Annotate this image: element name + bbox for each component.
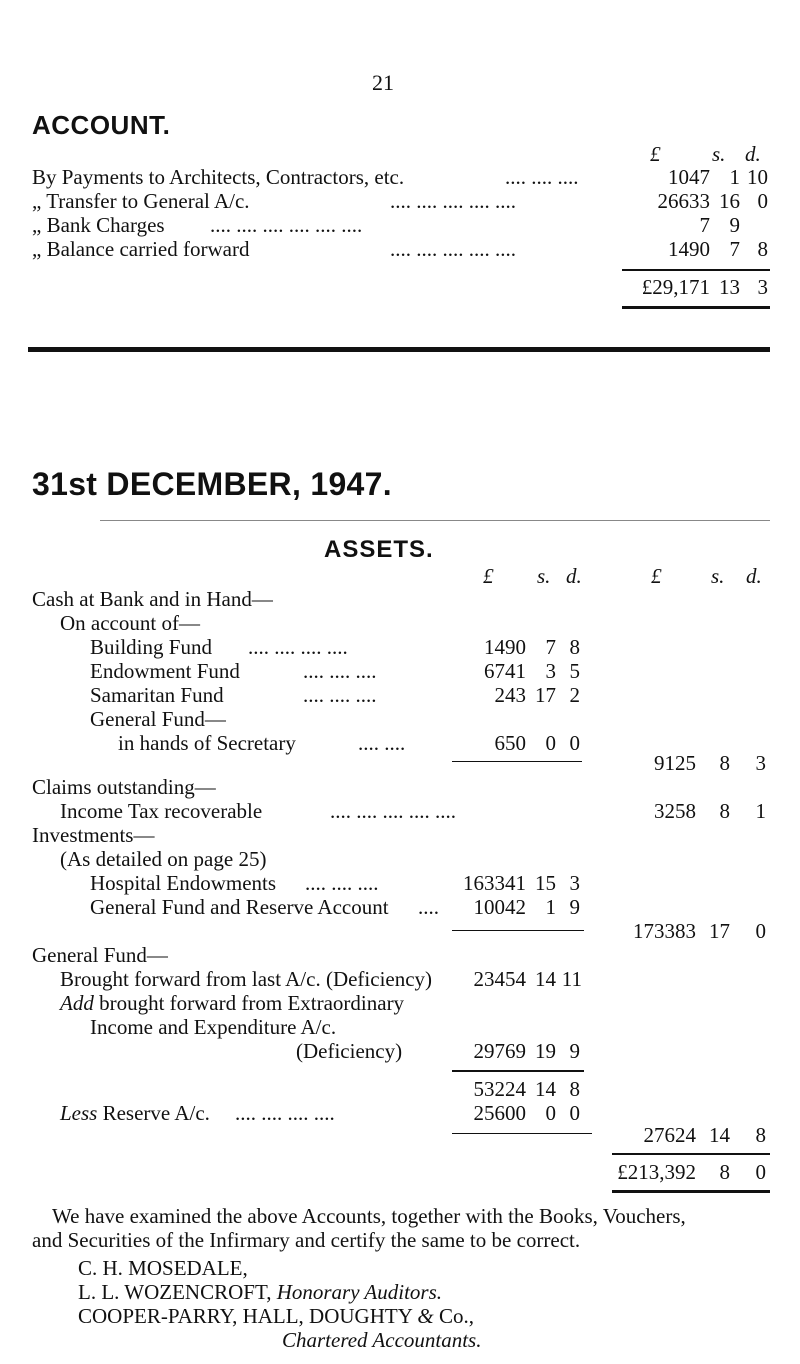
firm-name: COOPER-PARRY, HALL, DOUGHTY xyxy=(78,1304,413,1328)
investments-total-pence: 0 xyxy=(755,919,766,943)
deficiency-pence: 9 xyxy=(569,1039,580,1063)
add-word: Add xyxy=(60,991,94,1015)
income-tax-shillings: 8 xyxy=(719,799,730,823)
subtotal-pence: 8 xyxy=(569,1077,580,1101)
add-line xyxy=(60,991,404,1015)
account-row-pounds: 26633 xyxy=(657,189,710,213)
auditor-line xyxy=(78,1280,442,1304)
account-row-pence: 10 xyxy=(747,165,768,189)
certification-line-1: We have examined the above Accounts, together with the Books, Vouchers, xyxy=(52,1204,686,1228)
account-row-label: „ Transfer to General A/c. xyxy=(32,189,250,213)
account-row-label: By Payments to Architects, Contractors, etc. xyxy=(32,165,405,189)
account-total-pounds: £29,171 xyxy=(641,275,710,299)
account-row-pounds: 1490 xyxy=(668,237,710,261)
general-total-shillings: 14 xyxy=(709,1123,730,1147)
reserve-shillings: 0 xyxy=(545,1101,556,1125)
grand-total-pence: 0 xyxy=(755,1160,766,1184)
general-total-pounds: 27624 xyxy=(643,1123,696,1147)
general-reserve-pence: 9 xyxy=(569,895,580,919)
account-row-shillings: 16 xyxy=(719,189,740,213)
col-header-shillings: s. xyxy=(712,142,726,166)
add-rest: brought forward from Extraordinary xyxy=(99,991,405,1015)
balance-heading: 31st DECEMBER, 1947. xyxy=(32,466,392,502)
building-fund-pence: 8 xyxy=(569,635,580,659)
samaritan-fund-pence: 2 xyxy=(569,683,580,707)
col-header-pound: £ xyxy=(651,564,662,588)
subtotal-rule xyxy=(452,761,582,762)
hospital-endowments-label: Hospital Endowments xyxy=(90,871,277,895)
cash-label: Cash at Bank and in Hand— xyxy=(32,587,273,611)
dot-leader: .... .... xyxy=(358,731,406,755)
brought-forward-pounds: 23454 xyxy=(473,967,526,991)
income-tax-pounds: 3258 xyxy=(654,799,696,823)
account-row-shillings: 9 xyxy=(729,213,740,237)
deficiency-label: (Deficiency) xyxy=(296,1039,403,1063)
secretary-label: in hands of Secretary xyxy=(118,731,296,755)
investments-total-shillings: 17 xyxy=(709,919,730,943)
double-rule xyxy=(612,1190,770,1193)
subtotal-rule xyxy=(452,1070,584,1072)
grand-total-shillings: 8 xyxy=(719,1160,730,1184)
dot-leader: .... .... .... .... xyxy=(248,635,348,659)
total-rule xyxy=(612,1153,770,1155)
account-row-shillings: 1 xyxy=(729,165,740,189)
general-reserve-shillings: 1 xyxy=(545,895,556,919)
samaritan-fund-label: Samaritan Fund xyxy=(90,683,224,707)
deficiency-shillings: 19 xyxy=(535,1039,556,1063)
dot-leader: .... .... .... .... .... xyxy=(330,799,456,823)
subtotal-shillings: 14 xyxy=(535,1077,556,1101)
hospital-endowments-shillings: 15 xyxy=(535,871,556,895)
account-row-pence: 0 xyxy=(757,189,768,213)
dot-leader: .... .... .... .... xyxy=(235,1101,335,1125)
brought-forward-pence: 11 xyxy=(561,967,582,991)
income-tax-label: Income Tax recoverable xyxy=(60,799,263,823)
assets-heading: ASSETS. xyxy=(324,536,434,563)
less-word: Less xyxy=(60,1101,98,1125)
col-header-pound: £ xyxy=(483,564,494,588)
cash-total-pence: 3 xyxy=(755,751,766,775)
detailed-note: (As detailed on page 25) xyxy=(60,847,267,871)
endowment-fund-pounds: 6741 xyxy=(484,659,526,683)
reserve-pence: 0 xyxy=(569,1101,580,1125)
account-row-label: „ Bank Charges xyxy=(32,213,165,237)
income-expenditure-label: Income and Expenditure A/c. xyxy=(90,1015,337,1039)
samaritan-fund-pounds: 243 xyxy=(494,683,526,707)
account-total-pence: 3 xyxy=(757,275,768,299)
dot-leader: .... .... .... xyxy=(305,871,379,895)
claims-label: Claims outstanding— xyxy=(32,775,216,799)
account-total-shillings: 13 xyxy=(719,275,740,299)
general-fund-label: General Fund— xyxy=(90,707,226,731)
subtotal-rule xyxy=(452,1133,592,1134)
auditor-name: L. L. WOZENCROFT, xyxy=(78,1280,272,1304)
dot-leader: .... .... .... xyxy=(303,683,377,707)
section-separator xyxy=(28,347,770,352)
col-header-pence: d. xyxy=(745,142,761,166)
dot-leader: .... xyxy=(418,895,439,919)
dot-leader: .... .... .... xyxy=(505,165,579,189)
auditor-role: Honorary Auditors. xyxy=(276,1280,443,1304)
divider-line xyxy=(100,520,770,521)
col-header-shillings: s. xyxy=(711,564,725,588)
endowment-fund-label: Endowment Fund xyxy=(90,659,240,683)
account-row-shillings: 7 xyxy=(729,237,740,261)
account-row-pounds: 1047 xyxy=(668,165,710,189)
total-rule xyxy=(622,269,770,271)
account-row-pence: 8 xyxy=(757,237,768,261)
on-account-label: On account of— xyxy=(60,611,200,635)
building-fund-pounds: 1490 xyxy=(484,635,526,659)
endowment-fund-pence: 5 xyxy=(569,659,580,683)
page-number: 21 xyxy=(372,70,394,95)
general-total-pence: 8 xyxy=(755,1123,766,1147)
col-header-pound: £ xyxy=(650,142,661,166)
building-fund-shillings: 7 xyxy=(545,635,556,659)
firm-co: Co., xyxy=(438,1304,474,1328)
investments-total-pounds: 173383 xyxy=(633,919,696,943)
hospital-endowments-pounds: 163341 xyxy=(463,871,526,895)
dot-leader: .... .... .... .... .... xyxy=(390,237,516,261)
general-fund-heading: General Fund— xyxy=(32,943,168,967)
secretary-pounds: 650 xyxy=(494,731,526,755)
dot-leader: .... .... .... .... .... xyxy=(390,189,516,213)
cash-total-pounds: 9125 xyxy=(654,751,696,775)
firm-line xyxy=(78,1304,474,1328)
subtotal-rule xyxy=(452,930,584,931)
endowment-fund-shillings: 3 xyxy=(545,659,556,683)
cash-total-shillings: 8 xyxy=(719,751,730,775)
reserve-label: Reserve A/c. xyxy=(102,1101,210,1125)
certification-line-2: and Securities of the Infirmary and certify the same to be correct. xyxy=(32,1228,581,1252)
grand-total-pounds: £213,392 xyxy=(617,1160,696,1184)
account-row-label: „ Balance carried forward xyxy=(32,237,250,261)
deficiency-pounds: 29769 xyxy=(473,1039,526,1063)
income-tax-pence: 1 xyxy=(755,799,766,823)
col-header-pence: d. xyxy=(746,564,762,588)
dot-leader: .... .... .... xyxy=(303,659,377,683)
reserve-line xyxy=(60,1101,210,1125)
hospital-endowments-pence: 3 xyxy=(569,871,580,895)
reserve-pounds: 25600 xyxy=(473,1101,526,1125)
firm-ampersand: & xyxy=(417,1304,434,1328)
general-reserve-label: General Fund and Reserve Account xyxy=(90,895,389,919)
brought-forward-label: Brought forward from last A/c. (Deficiency) xyxy=(60,967,433,991)
building-fund-label: Building Fund xyxy=(90,635,212,659)
firm-role: Chartered Accountants. xyxy=(282,1328,482,1352)
brought-forward-shillings: 14 xyxy=(535,967,556,991)
secretary-pence: 0 xyxy=(569,731,580,755)
col-header-pence: d. xyxy=(566,564,582,588)
auditor-name: C. H. MOSEDALE, xyxy=(78,1256,248,1280)
account-row-pounds: 7 xyxy=(699,213,710,237)
subtotal-pounds: 53224 xyxy=(473,1077,526,1101)
col-header-shillings: s. xyxy=(537,564,551,588)
general-reserve-pounds: 10042 xyxy=(473,895,526,919)
investments-label: Investments— xyxy=(32,823,155,847)
secretary-shillings: 0 xyxy=(545,731,556,755)
account-heading: ACCOUNT. xyxy=(32,110,171,140)
double-rule xyxy=(622,306,770,309)
dot-leader: .... .... .... .... .... .... xyxy=(210,213,363,237)
samaritan-fund-shillings: 17 xyxy=(535,683,556,707)
